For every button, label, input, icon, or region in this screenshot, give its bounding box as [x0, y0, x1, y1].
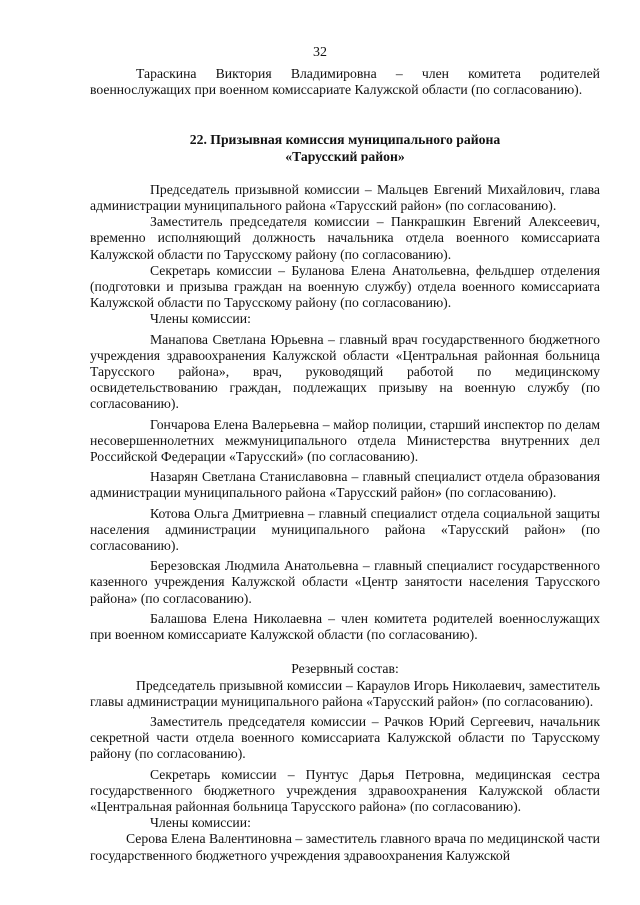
- member-paragraph: Балашова Елена Николаевна – член комитета родителей военнослужащих при военном комиссариате Калужской области (по согласованию).: [90, 610, 600, 643]
- reserve-chairman-paragraph: Председатель призывной комиссии – Караулов Игорь Николаевич, заместитель главы администрации муниципального района «Тарусский район» (по согласованию).: [90, 677, 600, 709]
- section-title-line-1: 22. Призывная комиссия муниципального района: [189, 132, 501, 148]
- reserve-members-label: Члены комиссии:: [150, 815, 251, 831]
- member-paragraph: Назарян Светлана Станиславовна – главный специалист отдела образования администрации муниципального района «Тарусский район» (по согласованию).: [90, 469, 600, 501]
- member-paragraph: Гончарова Елена Валерьевна – майор полиции, старший инспектор по делам несовершеннолетних межмуниципального отдела Министерства внутренних дел Российской Федерации «Тарусский» (по согласованию).: [90, 416, 600, 465]
- members-label: Члены комиссии:: [150, 311, 251, 327]
- document-body: [90, 66, 600, 864]
- reserve-title: Резервный состав:: [291, 661, 399, 677]
- section-title: [90, 132, 600, 164]
- member-paragraph: Манапова Светлана Юрьевна – главный врач государственного бюджетного учреждения здравоохранения Калужской области «Центральная районная больница Тарусского района», врач, руководящий работой по медицинскому освидетельствованию граждан, подлежащих призыву на военную службу (по согласованию).: [90, 331, 600, 412]
- secretary-paragraph: Секретарь комиссии – Буланова Елена Анатольевна, фельдшер отделения (подготовки и призыва граждан на военную службу) отдела военного комиссариата Калужской области по Тарусскому району (по согласованию).: [90, 262, 600, 311]
- intro-paragraph: Тараскина Виктория Владимировна – член комитета родителей военнослужащих при военном комиссариате Калужской области (по согласованию).: [90, 66, 600, 98]
- member-paragraph: Березовская Людмила Анатольевна – главный специалист государственного казенного учреждения Калужской области «Центр занятости населения Тарусского района» (по согласованию).: [90, 558, 600, 606]
- chairman-paragraph: Председатель призывной комиссии – Мальцев Евгений Михайлович, глава администрации муниципального района «Тарусский район» (по согласованию).: [90, 181, 600, 214]
- section-title-line-2: «Тарусский район»: [285, 148, 405, 164]
- deputy-paragraph: Заместитель председателя комиссии – Панкрашкин Евгений Алексеевич, временно исполняющий должность начальника отдела военного комиссариата Калужской области по Тарусскому району (по согласованию).: [90, 214, 600, 262]
- member-paragraph: Котова Ольга Дмитриевна – главный специалист отдела социальной защиты населения администрации муниципального района «Тарусский район» (по согласованию).: [90, 505, 600, 554]
- reserve-secretary-paragraph: Секретарь комиссии – Пунтус Дарья Петровна, медицинская сестра государственного бюджетного учреждения здравоохранения Калужской области «Центральная районная больница Тарусского района» (по согласованию).: [90, 766, 600, 814]
- reserve-member-paragraph: Серова Елена Валентиновна – заместитель главного врача по медицинской части государственного бюджетного учреждения здравоохранения Калужской: [90, 831, 600, 863]
- page-number: 32: [313, 45, 327, 60]
- reserve-deputy-paragraph: Заместитель председателя комиссии – Рачков Юрий Сергеевич, начальник секретной части отдела военного комиссариата Калужской области по Тарусскому району (по согласованию).: [90, 713, 600, 762]
